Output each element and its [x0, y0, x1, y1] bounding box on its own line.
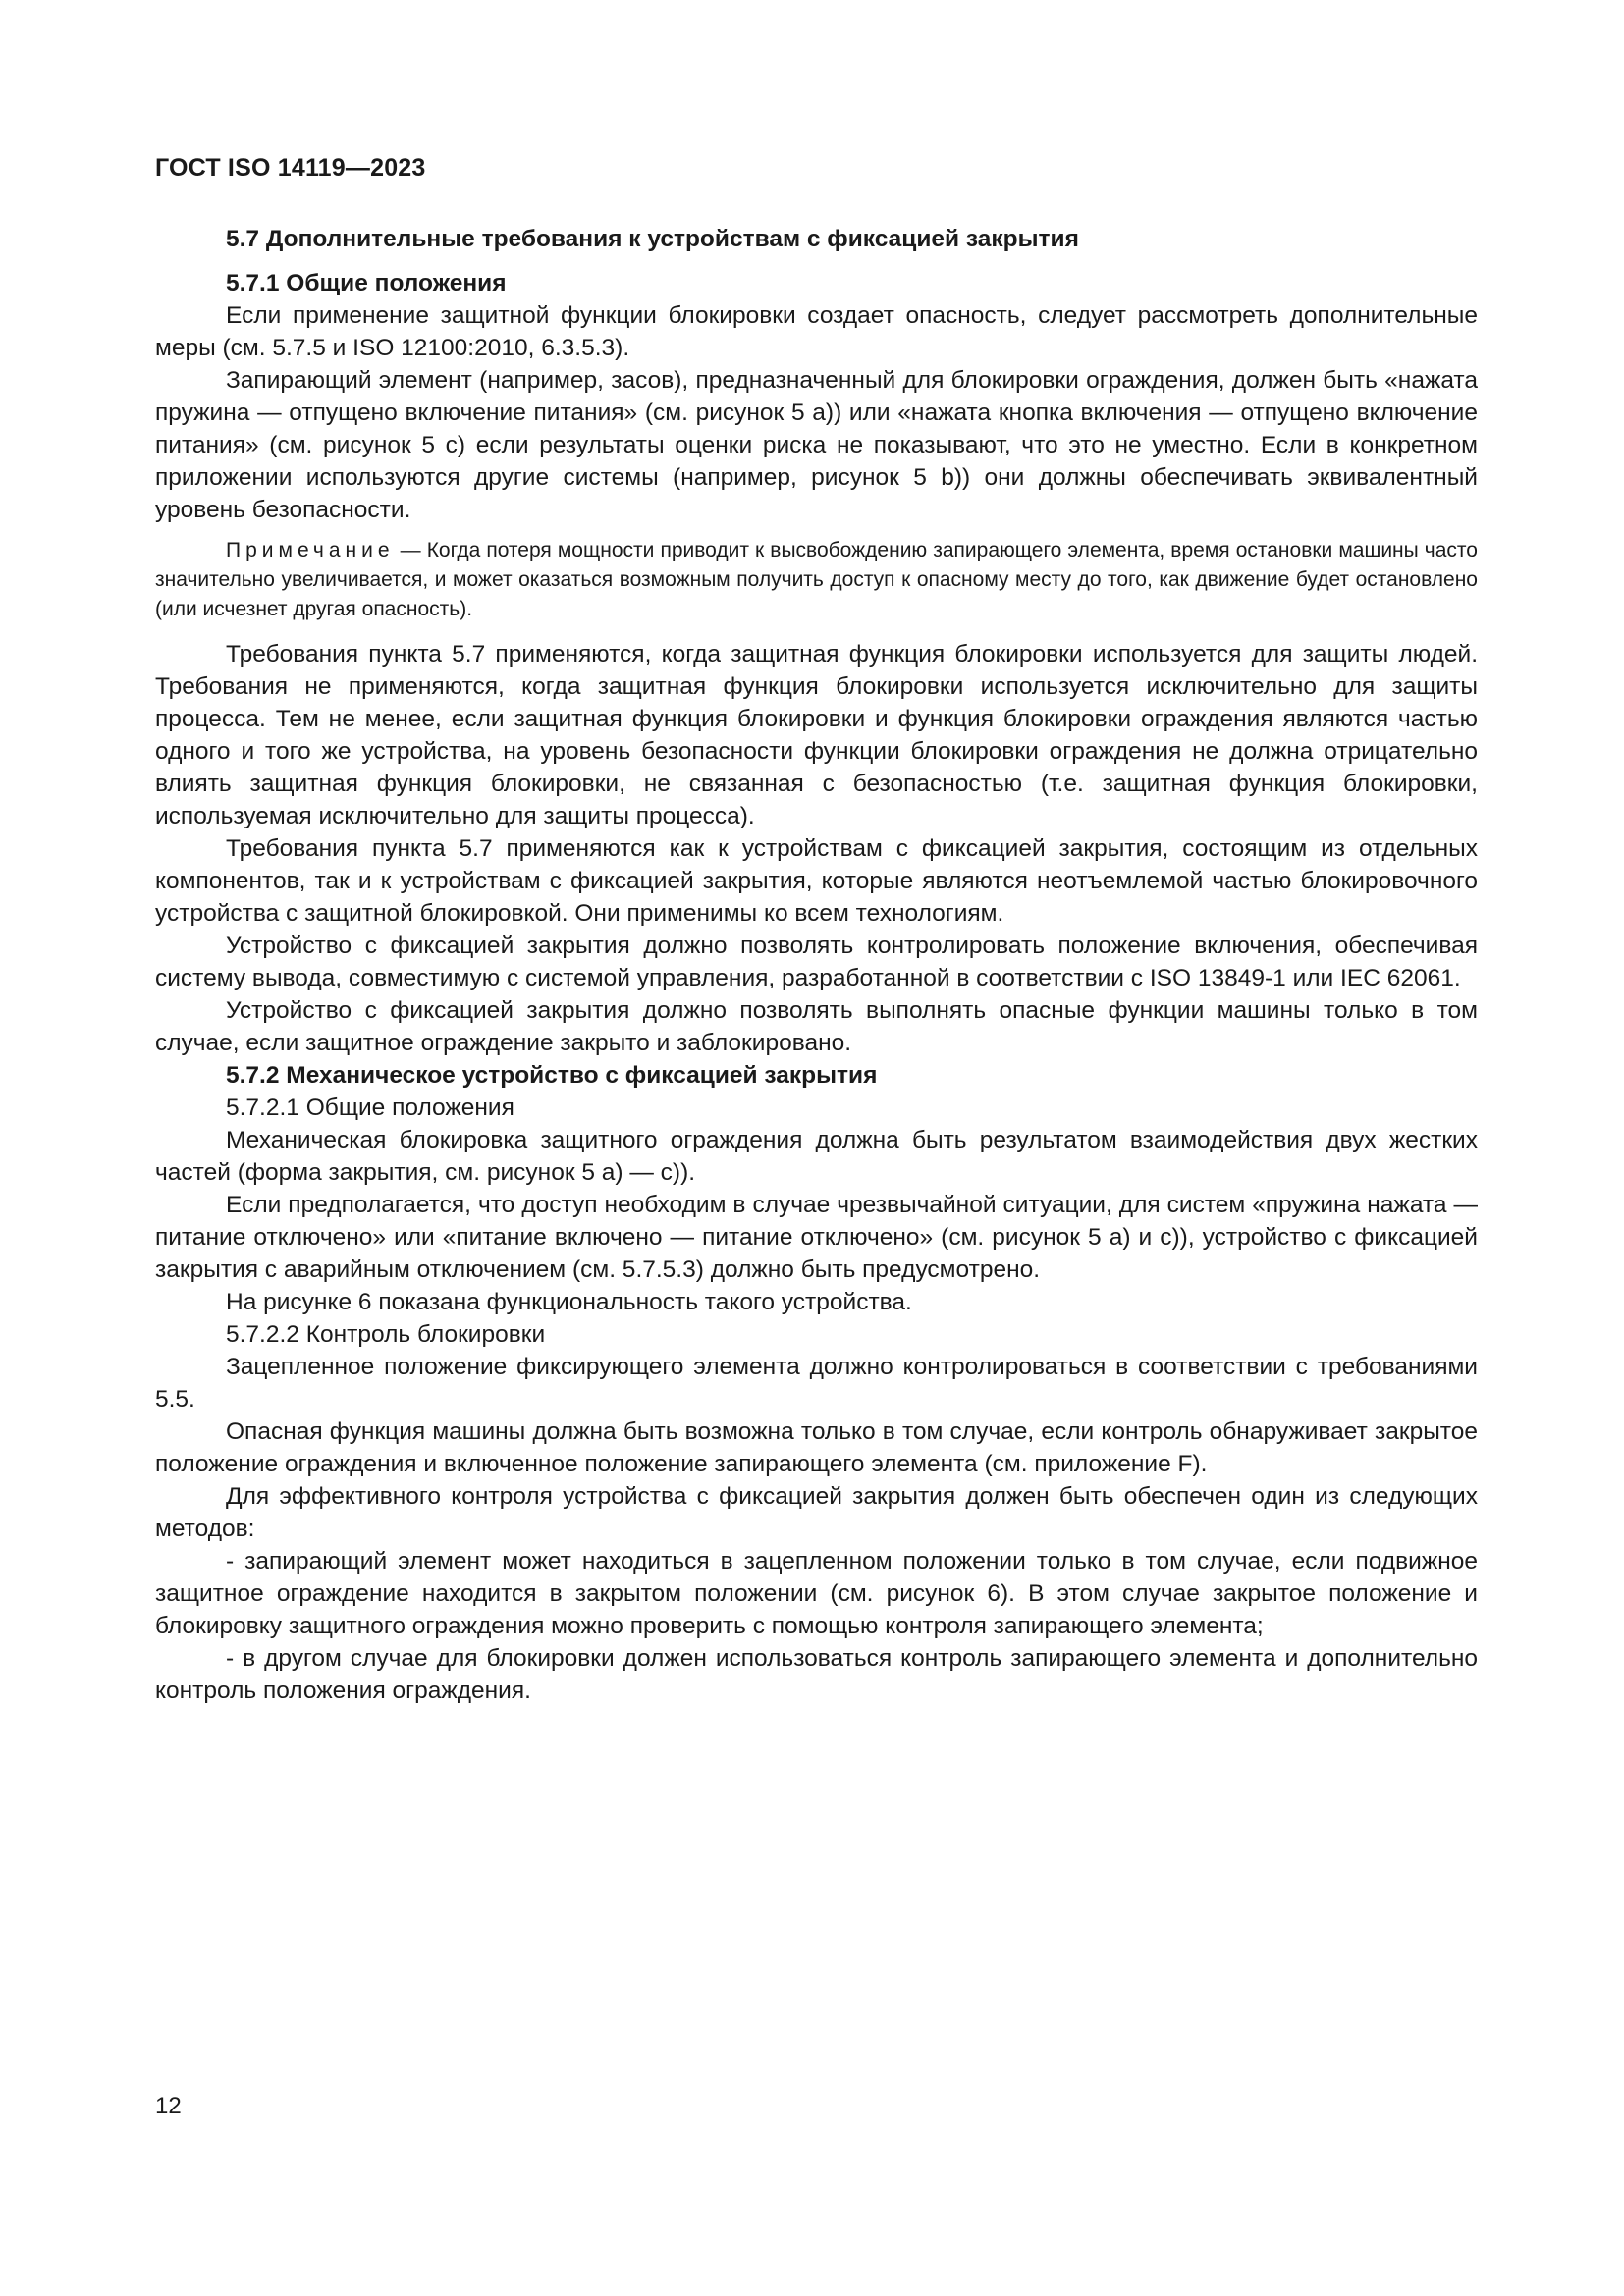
note [155, 536, 1478, 624]
section-5-7-1-title: 5.7.1 Общие положения [226, 270, 507, 296]
note-text: — Когда потеря мощности приводит к высвобождению запирающего элемента, время остановки машины часто значительно увеличивается, и может оказаться возможным получить доступ к опасному месту до того, как движение будет остановлено (или исчезнет другая опасность). [155, 539, 1478, 620]
paragraph: На рисунке 6 показана функциональность такого устройства. [226, 1289, 912, 1315]
page-number: 12 [155, 2093, 182, 2119]
paragraph: Требования пункта 5.7 применяются как к устройствам с фиксацией закрытия, состоящим из отдельных компонентов, так и к устройствам с фиксацией закрытия, которые являются неотъемлемой частью блокировочного устройства с защитной блокировкой. Они применимы ко всем технологиям. [155, 835, 1478, 927]
note-label: Примечание [226, 539, 395, 561]
document-header: ГОСТ ISO 14119—2023 [155, 154, 426, 182]
paragraph: Запирающий элемент (например, засов), предназначенный для блокировки ограждения, должен быть «нажата пружина — отпущено включение питания» (см. рисунок 5 a)) или «нажата кнопка включения — отпущено включение питания» (см. рисунок 5 c) если результаты оценки риска не показывают, что это не уместно. Если в конкретном приложении используются другие системы (например, рисунок 5 b)) они должны обеспечивать эквивалентный уровень безопасности. [155, 367, 1478, 523]
list-item: - запирающий элемент может находиться в зацепленном положении только в том случае, если подвижное защитное ограждение находится в закрытом положении (см. рисунок 6). В этом случае закрытое положение и блокировку защитного ограждения можно проверить с помощью контроля запирающего элемента; [155, 1548, 1478, 1639]
paragraph: Если предполагается, что доступ необходим в случае чрезвычайной ситуации, для систем «пружина нажата — питание отключено» или «питание включено — питание отключено» (см. рисунок 5 a) и c)), устройство с фиксацией закрытия с аварийным отключением (см. 5.7.5.3) должно быть предусмотрено. [155, 1192, 1478, 1283]
paragraph: Опасная функция машины должна быть возможна только в том случае, если контроль обнаруживает закрытое положение ограждения и включенное положение запирающего элемента (см. приложение F). [155, 1418, 1478, 1477]
section-5-7-title: 5.7 Дополнительные требования к устройствам с фиксацией закрытия [226, 226, 1079, 252]
paragraph: Зацепленное положение фиксирующего элемента должно контролироваться в соответствии с требованиями 5.5. [155, 1354, 1478, 1413]
paragraph: Устройство с фиксацией закрытия должно позволять выполнять опасные функции машины только в том случае, если защитное ограждение закрыто и заблокировано. [155, 997, 1478, 1056]
paragraph: Требования пункта 5.7 применяются, когда защитная функция блокировки используется для защиты людей. Требования не применяются, когда защитная функция блокировки используется исключительно для защиты процесса. Тем не менее, если защитная функция блокировки и функция блокировки ограждения являются частью одного и того же устройства, на уровень безопасности функции блокировки ограждения не должна отрицательно влиять защитная функция блокировки, не связанная с безопасностью (т.е. защитная функция блокировки, используемая исключительно для защиты процесса). [155, 641, 1478, 829]
list-item: - в другом случае для блокировки должен использоваться контроль запирающего элемента и дополнительно контроль положения ограждения. [155, 1645, 1478, 1704]
paragraph: Для эффективного контроля устройства с фиксацией закрытия должен быть обеспечен один из следующих методов: [155, 1483, 1478, 1542]
paragraph: Механическая блокировка защитного ограждения должна быть результатом взаимодействия двух жестких частей (форма закрытия, см. рисунок 5 a) — c)). [155, 1127, 1478, 1186]
section-5-7-2-title: 5.7.2 Механическое устройство с фиксацией закрытия [226, 1062, 878, 1089]
paragraph: Если применение защитной функции блокировки создает опасность, следует рассмотреть дополнительные меры (см. 5.7.5 и ISO 12100:2010, 6.3.5.3). [155, 302, 1478, 361]
section-5-7-2-1-title: 5.7.2.1 Общие положения [226, 1095, 514, 1121]
paragraph: Устройство с фиксацией закрытия должно позволять контролировать положение включения, обеспечивая систему вывода, совместимую с системой управления, разработанной в соответствии с ISO 13849-1 или IEC 62061. [155, 933, 1478, 991]
page-body [155, 223, 1478, 1707]
section-5-7-2-2-title: 5.7.2.2 Контроль блокировки [226, 1321, 546, 1348]
